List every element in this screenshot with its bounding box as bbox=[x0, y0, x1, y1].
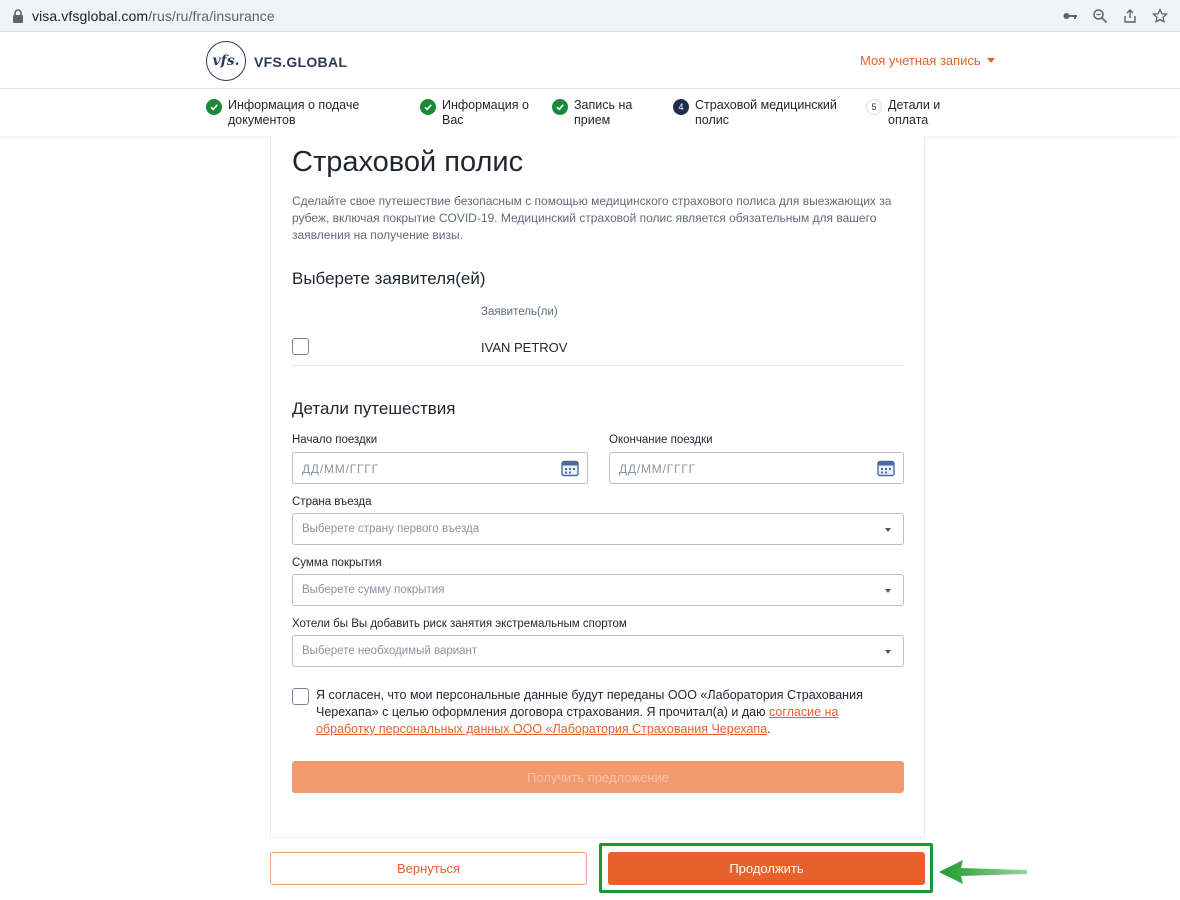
get-quote-button[interactable]: Получить предложение bbox=[292, 761, 904, 793]
end-date-placeholder: ДД/ММ/ГГГГ bbox=[619, 462, 696, 476]
consent-end: . bbox=[767, 722, 771, 736]
coverage-label: Сумма покрытия bbox=[292, 557, 382, 569]
star-icon[interactable] bbox=[1150, 6, 1170, 26]
zoom-icon[interactable] bbox=[1090, 6, 1110, 26]
start-date-input[interactable] bbox=[292, 452, 588, 484]
lock-icon bbox=[12, 9, 24, 23]
consent-body: Я согласен, что мои персональные данные будут переданы ООО «Лаборатория Страхования Черехапа» с целью оформления договора страхования. Я прочитал(а) и даю bbox=[316, 688, 863, 719]
page-title: Страховой полис bbox=[292, 146, 524, 178]
country-select[interactable] bbox=[292, 513, 904, 545]
chevron-down-icon bbox=[885, 528, 891, 532]
step-number: 4 bbox=[673, 99, 689, 115]
calendar-icon[interactable] bbox=[561, 459, 579, 477]
step-label: Страховой медицинский полис bbox=[695, 98, 837, 127]
end-date-label: Окончание поездки bbox=[609, 434, 713, 446]
step-1 bbox=[206, 98, 378, 128]
chevron-down-icon bbox=[885, 589, 891, 593]
insurance-card bbox=[270, 136, 925, 838]
extreme-sport-label: Хотели бы Вы добавить риск занятия экстремальным спортом bbox=[292, 618, 627, 630]
check-icon bbox=[206, 99, 222, 115]
step-3 bbox=[552, 98, 654, 128]
country-label: Страна въезда bbox=[292, 496, 372, 508]
coverage-placeholder: Выберете сумму покрытия bbox=[302, 584, 445, 596]
divider bbox=[292, 365, 904, 366]
consent-checkbox[interactable] bbox=[292, 688, 309, 705]
browser-address-bar bbox=[0, 0, 1180, 32]
step-label: Информация о Вас bbox=[442, 98, 529, 127]
start-date-placeholder: ДД/ММ/ГГГГ bbox=[302, 462, 379, 476]
coverage-select[interactable] bbox=[292, 574, 904, 606]
country-placeholder: Выберете страну первого въезда bbox=[302, 523, 480, 535]
start-date-label: Начало поездки bbox=[292, 434, 378, 446]
applicant-name: IVAN PETROV bbox=[481, 340, 568, 355]
intro-text: Сделайте свое путешествие безопасным с помощью медицинского страхового полиса для выезжающих за рубеж, включая покрытие COVID-19. Медицинский страховой полис является обязательным для вашего заявления на получение визы. bbox=[292, 194, 892, 242]
step-label: Запись на прием bbox=[574, 98, 633, 127]
consent-text bbox=[316, 687, 901, 738]
applicants-title: Выберете заявителя(ей) bbox=[292, 269, 486, 288]
site-header bbox=[0, 33, 1180, 89]
url-path: /rus/ru/fra/insurance bbox=[148, 8, 275, 24]
vfs-logo-mark[interactable]: vfs. bbox=[206, 41, 246, 81]
calendar-icon[interactable] bbox=[877, 459, 895, 477]
continue-button[interactable]: Продолжить bbox=[608, 852, 925, 885]
account-menu[interactable] bbox=[860, 53, 995, 68]
caret-down-icon bbox=[987, 58, 995, 63]
step-2 bbox=[420, 98, 532, 128]
chevron-down-icon bbox=[885, 650, 891, 654]
applicants-column-header: Заявитель(ли) bbox=[481, 306, 558, 318]
step-label: Детали и оплата bbox=[888, 98, 941, 127]
step-number: 5 bbox=[866, 99, 882, 115]
end-date-input[interactable] bbox=[609, 452, 904, 484]
check-icon bbox=[552, 99, 568, 115]
extreme-sport-select[interactable] bbox=[292, 635, 904, 667]
arrow-left-icon bbox=[937, 858, 1029, 886]
back-button[interactable]: Вернуться bbox=[270, 852, 587, 885]
url-host: visa.vfsglobal.com bbox=[32, 8, 149, 24]
trip-details-title: Детали путешествия bbox=[292, 399, 456, 418]
consent-link[interactable]: согласие на обработку персональных данных ООО «Лаборатория Страхования Черехапа bbox=[316, 705, 839, 736]
check-icon bbox=[420, 99, 436, 115]
url-text[interactable] bbox=[32, 8, 275, 24]
step-4 bbox=[673, 98, 845, 128]
step-label: Информация о подаче документов bbox=[228, 98, 360, 127]
extreme-sport-placeholder: Выберете необходимый вариант bbox=[302, 645, 478, 657]
vfs-logo-text[interactable]: VFS.GLOBAL bbox=[254, 54, 348, 70]
account-label: Моя учетная запись bbox=[860, 53, 981, 68]
share-icon[interactable] bbox=[1120, 6, 1140, 26]
step-5 bbox=[866, 98, 968, 128]
applicant-checkbox[interactable] bbox=[292, 338, 309, 355]
progress-stepper bbox=[0, 90, 1180, 136]
key-icon[interactable] bbox=[1060, 6, 1080, 26]
